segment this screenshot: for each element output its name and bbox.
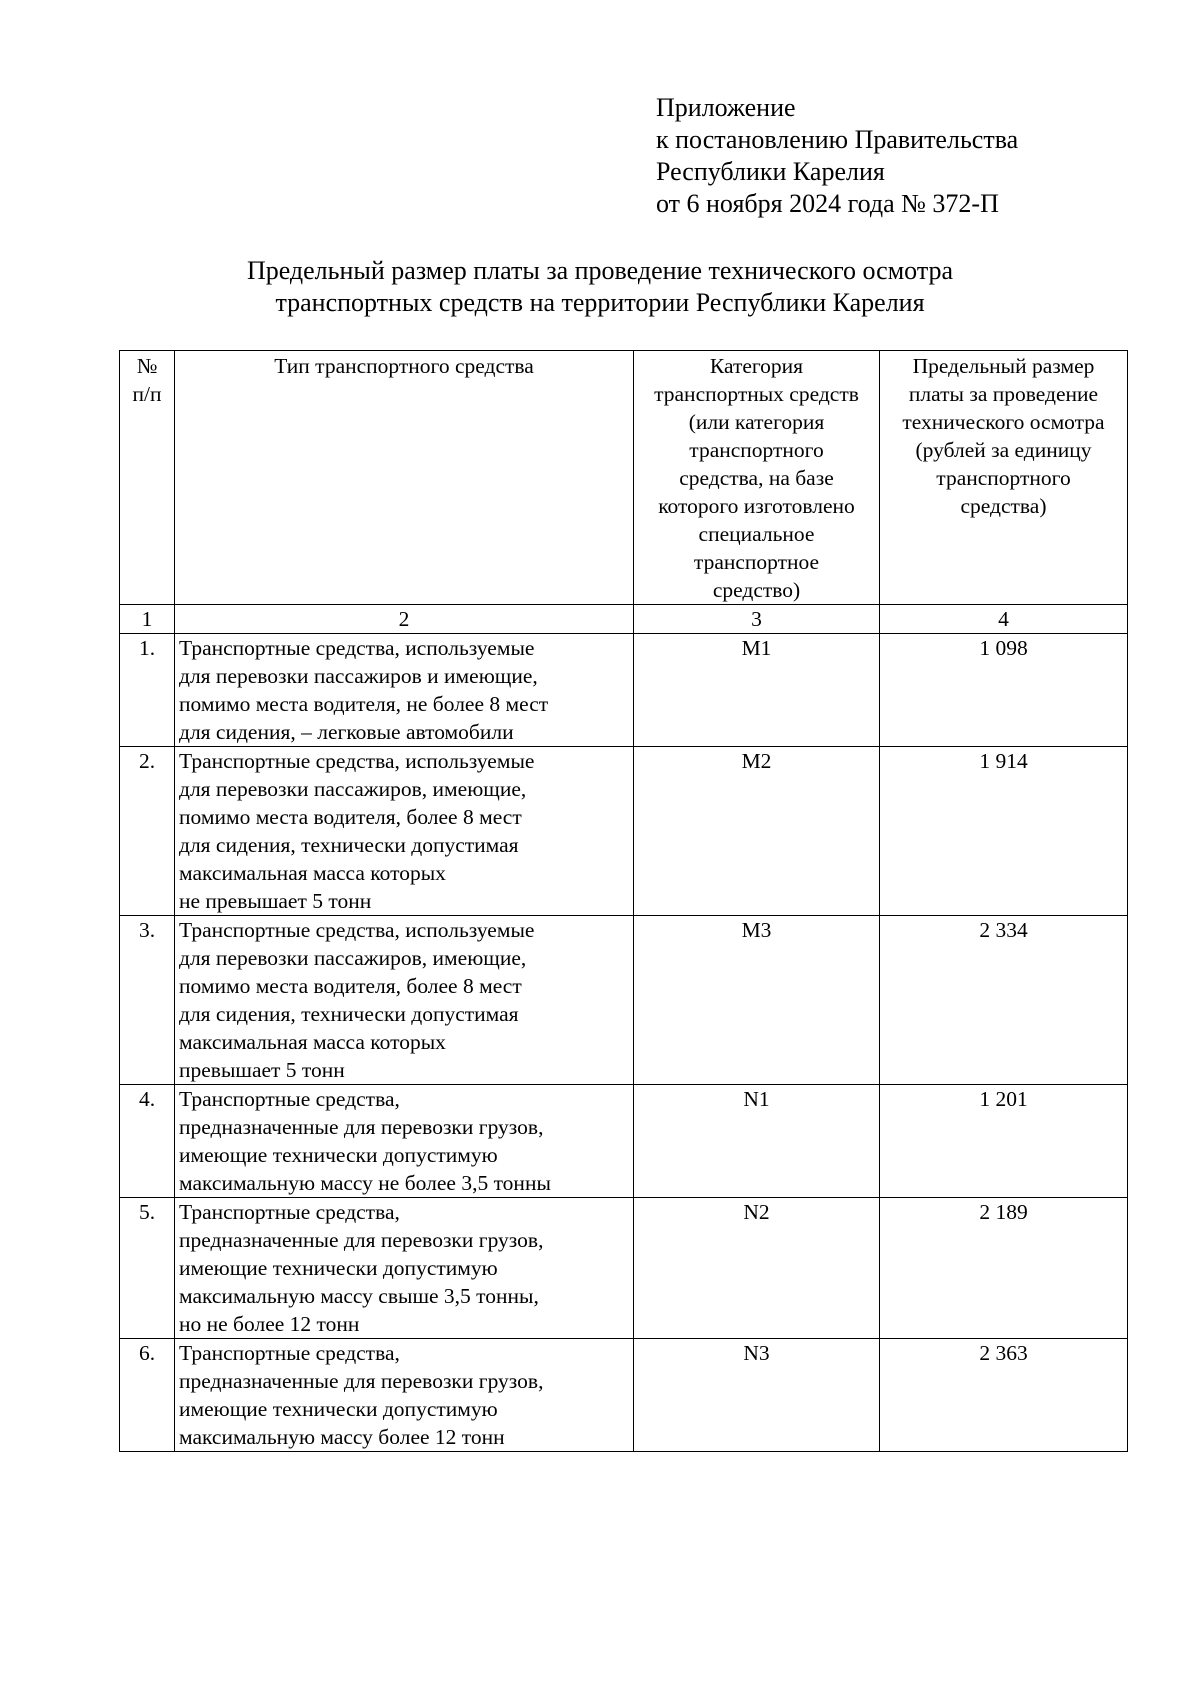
document-title (0, 255, 1200, 319)
row-fee: 1 914 (880, 747, 1128, 916)
row-type: Транспортные средства, используемые для перевозки пассажиров, имеющие, помимо места водителя, более 8 мест для сидения, технически допустимая максимальная масса которых не превышает 5 тонн (175, 747, 634, 916)
column-number: 2 (175, 605, 634, 634)
row-fee: 2 334 (880, 916, 1128, 1085)
row-num: 3. (120, 916, 175, 1085)
annex-line: Приложение (656, 93, 796, 122)
header-type: Тип транспортного средства (175, 351, 634, 605)
row-type: Транспортные средства, используемые для перевозки пассажиров и имеющие, помимо места водителя, не более 8 мест для сидения, – легковые автомобили (175, 634, 634, 747)
row-num: 1. (120, 634, 175, 747)
column-number-row (120, 605, 1128, 634)
annex-line: к постановлению Правительства (656, 125, 1019, 154)
row-num: 2. (120, 747, 175, 916)
table-row (120, 1085, 1128, 1198)
fee-table (119, 350, 1128, 1452)
table-row (120, 916, 1128, 1085)
header-category: Категория транспортных средств (или категория транспортного средства, на базе которого изготовлено специальное транспортное средство) (634, 351, 880, 605)
row-num: 5. (120, 1198, 175, 1339)
row-type: Транспортные средства, предназначенные для перевозки грузов, имеющие технически допустимую максимальную массу не более 3,5 тонны (175, 1085, 634, 1198)
table-row (120, 1198, 1128, 1339)
table-row (120, 1339, 1128, 1452)
row-num: 4. (120, 1085, 175, 1198)
row-num: 6. (120, 1339, 175, 1452)
column-number: 4 (880, 605, 1128, 634)
row-category: М2 (634, 747, 880, 916)
row-fee: 1 098 (880, 634, 1128, 747)
title-line: Предельный размер платы за проведение технического осмотра (246, 256, 954, 285)
row-category: М3 (634, 916, 880, 1085)
header-fee: Предельный размер платы за проведение технического осмотра (рублей за единицу транспортного средства) (880, 351, 1128, 605)
row-category: N1 (634, 1085, 880, 1198)
title-line: транспортных средств на территории Республики Карелия (275, 288, 925, 317)
row-type: Транспортные средства, предназначенные для перевозки грузов, имеющие технически допустимую максимальную массу более 12 тонн (175, 1339, 634, 1452)
row-category: N3 (634, 1339, 880, 1452)
annex-block (656, 92, 1018, 220)
row-category: М1 (634, 634, 880, 747)
header-num: № п/п (120, 351, 175, 605)
row-category: N2 (634, 1198, 880, 1339)
row-fee: 1 201 (880, 1085, 1128, 1198)
annex-line: от 6 ноября 2024 года № 372-П (656, 189, 999, 218)
table-row (120, 747, 1128, 916)
column-number: 3 (634, 605, 880, 634)
table-header-row (120, 351, 1128, 605)
row-type: Транспортные средства, предназначенные для перевозки грузов, имеющие технически допустимую максимальную массу свыше 3,5 тонны, но не более 12 тонн (175, 1198, 634, 1339)
row-type: Транспортные средства, используемые для перевозки пассажиров, имеющие, помимо места водителя, более 8 мест для сидения, технически допустимая максимальная масса которых превышает 5 тонн (175, 916, 634, 1085)
table-row (120, 634, 1128, 747)
annex-line: Республики Карелия (656, 157, 885, 186)
column-number: 1 (120, 605, 175, 634)
row-fee: 2 363 (880, 1339, 1128, 1452)
row-fee: 2 189 (880, 1198, 1128, 1339)
